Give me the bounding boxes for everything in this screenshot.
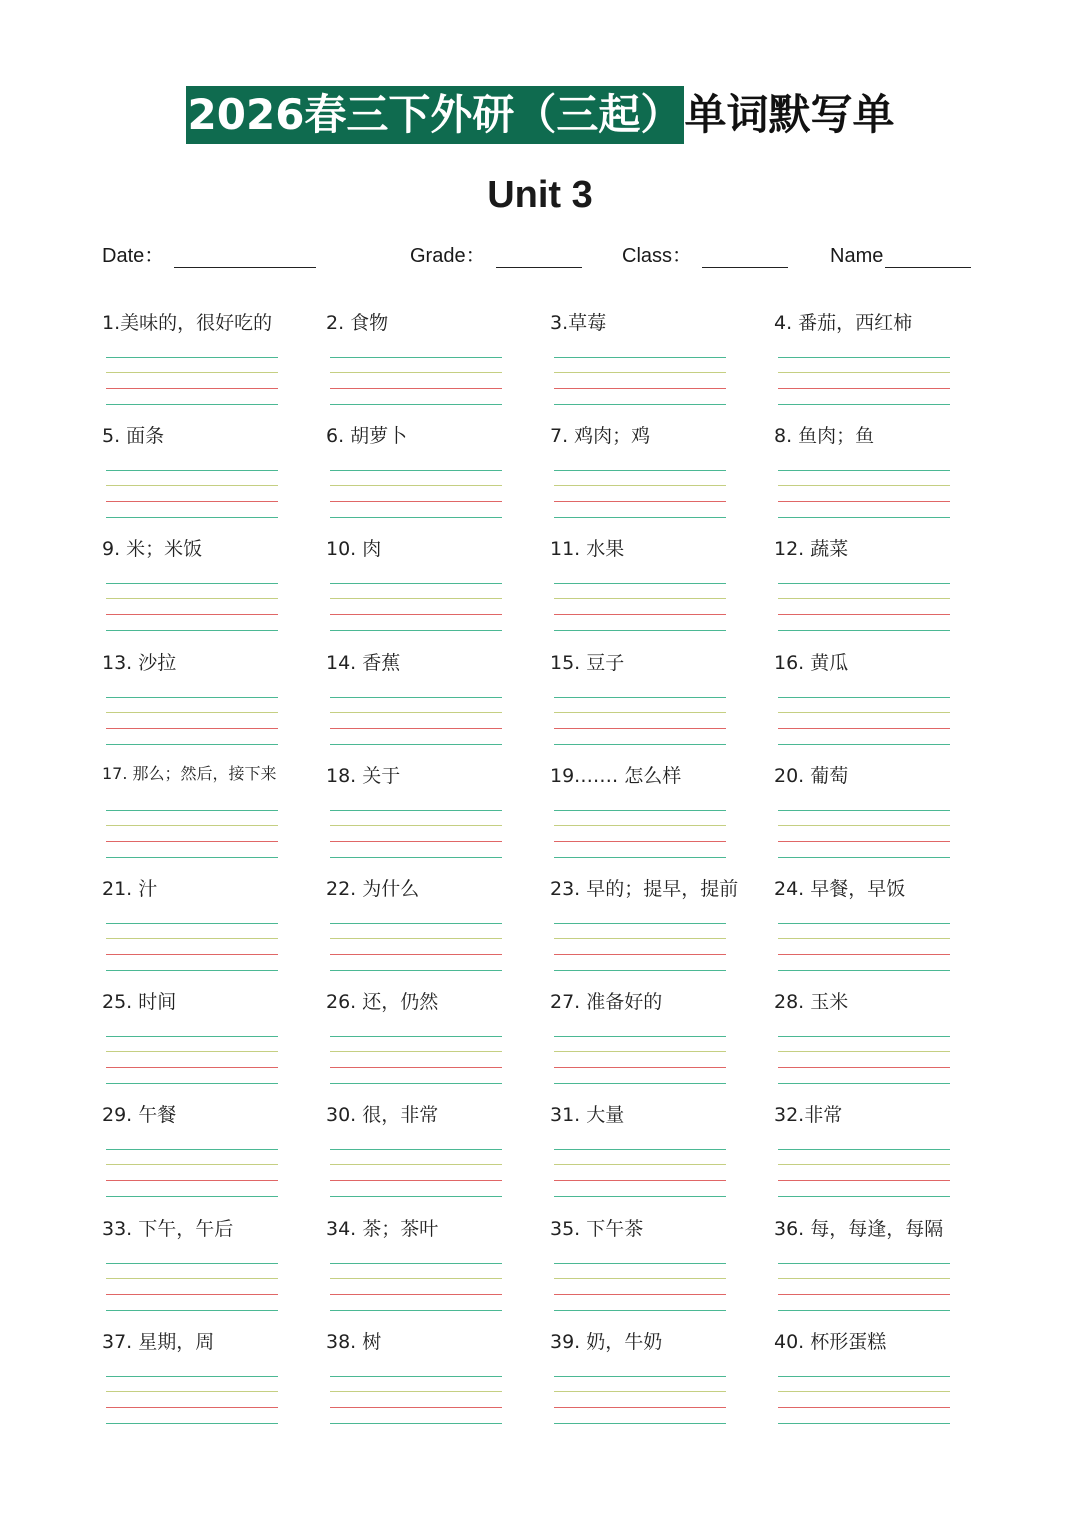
ruled-line (554, 1423, 726, 1424)
ruled-line (106, 357, 278, 358)
writing-lines[interactable] (330, 356, 502, 406)
word-item (100, 1319, 324, 1432)
ruled-line (330, 1036, 502, 1037)
ruled-line (106, 598, 278, 599)
writing-lines[interactable] (106, 469, 278, 519)
writing-lines[interactable] (778, 1035, 950, 1085)
ruled-line (106, 954, 278, 955)
word-item (548, 640, 772, 753)
word-item (324, 526, 548, 639)
word-item (772, 1206, 996, 1319)
name-label: Name (830, 245, 884, 267)
ruled-line (106, 841, 278, 842)
ruled-line (778, 938, 950, 939)
ruled-line (554, 1067, 726, 1068)
ruled-line (330, 728, 502, 729)
word-item (324, 753, 548, 866)
ruled-line (554, 938, 726, 939)
word-prompt: 33. 下午，午后 (102, 1217, 234, 1240)
word-item (324, 866, 548, 979)
class-label: Class： (622, 245, 693, 267)
writing-lines[interactable] (106, 922, 278, 972)
writing-lines[interactable] (330, 1148, 502, 1198)
ruled-line (330, 1391, 502, 1392)
writing-lines[interactable] (778, 1375, 950, 1425)
ruled-line (778, 1164, 950, 1165)
word-prompt: 29. 午餐 (102, 1104, 177, 1127)
word-item (772, 1092, 996, 1205)
ruled-line (554, 357, 726, 358)
writing-lines[interactable] (554, 1262, 726, 1312)
word-prompt: 13. 沙拉 (102, 651, 177, 674)
ruled-line (554, 1051, 726, 1052)
writing-lines[interactable] (330, 1035, 502, 1085)
word-item (772, 1319, 996, 1432)
ruled-line (330, 372, 502, 373)
title-rest: 单词默写单 (684, 90, 895, 139)
word-item (772, 640, 996, 753)
ruled-line (778, 841, 950, 842)
writing-lines[interactable] (330, 696, 502, 746)
ruled-line (330, 1263, 502, 1264)
writing-lines[interactable] (106, 582, 278, 632)
ruled-line (778, 810, 950, 811)
writing-lines[interactable] (106, 1148, 278, 1198)
ruled-line (778, 1310, 950, 1311)
writing-lines[interactable] (554, 582, 726, 632)
ruled-line (106, 1196, 278, 1197)
writing-lines[interactable] (330, 922, 502, 972)
word-prompt: 8. 鱼肉；鱼 (774, 425, 875, 448)
ruled-line (106, 372, 278, 373)
ruled-line (778, 1051, 950, 1052)
ruled-line (106, 810, 278, 811)
ruled-line (778, 1376, 950, 1377)
word-item (548, 526, 772, 639)
ruled-line (554, 1310, 726, 1311)
writing-lines[interactable] (778, 809, 950, 859)
ruled-line (106, 1391, 278, 1392)
ruled-line (778, 388, 950, 389)
writing-lines[interactable] (106, 809, 278, 859)
ruled-line (330, 404, 502, 405)
word-prompt: 21. 汁 (102, 878, 158, 900)
word-prompt: 12. 蔬菜 (774, 538, 849, 561)
word-item (548, 866, 772, 979)
date-label: Date： (102, 245, 165, 267)
word-item (100, 300, 324, 413)
word-prompt: 27. 准备好的 (550, 991, 663, 1014)
word-prompt: 10. 肉 (326, 538, 382, 561)
ruled-line (778, 501, 950, 502)
ruled-line (778, 1294, 950, 1295)
ruled-line (330, 501, 502, 502)
writing-lines[interactable] (330, 1375, 502, 1425)
ruled-line (778, 372, 950, 373)
ruled-line (106, 744, 278, 745)
ruled-line (554, 1391, 726, 1392)
date-blank[interactable] (174, 245, 316, 268)
ruled-line (106, 1376, 278, 1377)
word-item (772, 753, 996, 866)
ruled-line (330, 744, 502, 745)
ruled-line (330, 841, 502, 842)
ruled-line (106, 1036, 278, 1037)
ruled-line (106, 1278, 278, 1279)
writing-lines[interactable] (554, 356, 726, 406)
ruled-line (106, 517, 278, 518)
ruled-line (554, 1180, 726, 1181)
word-item (100, 640, 324, 753)
ruled-line (554, 728, 726, 729)
ruled-line (778, 1067, 950, 1068)
word-prompt: 25. 时间 (102, 991, 177, 1014)
ruled-line (106, 1164, 278, 1165)
word-prompt: 23. 早的；提早，提前 (550, 878, 739, 900)
ruled-line (778, 470, 950, 471)
ruled-line (106, 1051, 278, 1052)
ruled-line (106, 1263, 278, 1264)
ruled-line (778, 1278, 950, 1279)
ruled-line (330, 1423, 502, 1424)
word-item (324, 1206, 548, 1319)
ruled-line (554, 598, 726, 599)
word-prompt: 36. 每，每逢，每隔 (774, 1217, 944, 1240)
word-item (548, 1092, 772, 1205)
ruled-line (330, 517, 502, 518)
ruled-line (106, 712, 278, 713)
ruled-line (778, 744, 950, 745)
ruled-line (106, 485, 278, 486)
word-item (100, 1206, 324, 1319)
ruled-line (778, 697, 950, 698)
word-item (324, 1319, 548, 1432)
ruled-line (330, 1083, 502, 1084)
writing-lines[interactable] (778, 696, 950, 746)
word-item (772, 979, 996, 1092)
name-field (830, 240, 971, 268)
word-prompt: 19.…… 怎么样 (550, 764, 682, 787)
word-item (100, 413, 324, 526)
ruled-line (554, 501, 726, 502)
ruled-line (330, 857, 502, 858)
ruled-line (106, 583, 278, 584)
writing-lines[interactable] (778, 356, 950, 406)
word-prompt: 18. 关于 (326, 764, 401, 787)
ruled-line (106, 857, 278, 858)
page-title (0, 86, 1080, 144)
writing-lines[interactable] (106, 1262, 278, 1312)
word-prompt: 35. 下午茶 (550, 1217, 644, 1240)
ruled-line (330, 1196, 502, 1197)
ruled-line (554, 1376, 726, 1377)
ruled-line (778, 954, 950, 955)
grade-label: Grade： (410, 245, 486, 267)
word-item (548, 979, 772, 1092)
word-item (324, 300, 548, 413)
word-item (324, 979, 548, 1092)
word-prompt: 30. 很，非常 (326, 1104, 439, 1127)
ruled-line (778, 1149, 950, 1150)
ruled-line (106, 728, 278, 729)
ruled-line (778, 712, 950, 713)
ruled-line (106, 1407, 278, 1408)
word-item (548, 1319, 772, 1432)
word-prompt: 9. 米；米饭 (102, 538, 203, 561)
info-row (0, 240, 1080, 270)
ruled-line (330, 1051, 502, 1052)
word-prompt: 6. 胡萝卜 (326, 425, 408, 448)
unit-title: Unit 3 (487, 174, 593, 216)
word-item (548, 753, 772, 866)
ruled-line (330, 697, 502, 698)
ruled-line (330, 1407, 502, 1408)
ruled-line (106, 470, 278, 471)
word-item (548, 1206, 772, 1319)
ruled-line (330, 1278, 502, 1279)
ruled-line (778, 825, 950, 826)
ruled-line (106, 1067, 278, 1068)
writing-lines[interactable] (106, 1375, 278, 1425)
writing-lines[interactable] (106, 696, 278, 746)
ruled-line (106, 1310, 278, 1311)
ruled-line (106, 1083, 278, 1084)
ruled-line (554, 1407, 726, 1408)
ruled-line (106, 501, 278, 502)
ruled-line (330, 1180, 502, 1181)
ruled-line (554, 1278, 726, 1279)
ruled-line (554, 1263, 726, 1264)
word-prompt: 38. 树 (326, 1330, 382, 1353)
ruled-line (554, 1083, 726, 1084)
ruled-line (554, 517, 726, 518)
word-prompt: 15. 豆子 (550, 651, 625, 674)
class-field (622, 240, 788, 268)
word-item (772, 866, 996, 979)
word-item (100, 866, 324, 979)
writing-lines[interactable] (778, 1148, 950, 1198)
word-prompt: 14. 香蕉 (326, 651, 401, 674)
writing-lines[interactable] (778, 469, 950, 519)
ruled-line (554, 1294, 726, 1295)
word-prompt: 22. 为什么 (326, 878, 420, 900)
word-prompt: 37. 星期，周 (102, 1330, 215, 1353)
ruled-line (106, 938, 278, 939)
ruled-line (778, 517, 950, 518)
ruled-line (778, 630, 950, 631)
ruled-line (330, 357, 502, 358)
ruled-line (106, 404, 278, 405)
word-prompt: 34. 茶；茶叶 (326, 1217, 439, 1240)
grade-field (410, 240, 582, 268)
ruled-line (554, 614, 726, 615)
writing-lines[interactable] (554, 809, 726, 859)
ruled-line (778, 1391, 950, 1392)
ruled-line (106, 630, 278, 631)
ruled-line (554, 697, 726, 698)
ruled-line (554, 810, 726, 811)
ruled-line (554, 970, 726, 971)
ruled-line (554, 1196, 726, 1197)
ruled-line (330, 1164, 502, 1165)
word-item (548, 413, 772, 526)
ruled-line (330, 810, 502, 811)
writing-lines[interactable] (554, 1375, 726, 1425)
ruled-line (330, 938, 502, 939)
ruled-line (554, 1164, 726, 1165)
ruled-line (106, 923, 278, 924)
ruled-line (778, 1036, 950, 1037)
ruled-line (330, 1149, 502, 1150)
ruled-line (330, 954, 502, 955)
ruled-line (554, 744, 726, 745)
ruled-line (330, 1376, 502, 1377)
ruled-line (330, 630, 502, 631)
ruled-line (330, 712, 502, 713)
word-item (324, 640, 548, 753)
ruled-line (778, 1423, 950, 1424)
ruled-line (330, 1294, 502, 1295)
word-item (324, 1092, 548, 1205)
ruled-line (330, 825, 502, 826)
ruled-line (554, 923, 726, 924)
word-item (100, 526, 324, 639)
writing-lines[interactable] (330, 1262, 502, 1312)
ruled-line (554, 841, 726, 842)
ruled-line (330, 1067, 502, 1068)
ruled-line (778, 1180, 950, 1181)
ruled-line (554, 485, 726, 486)
ruled-line (554, 857, 726, 858)
word-prompt: 28. 玉米 (774, 991, 849, 1014)
ruled-line (330, 388, 502, 389)
word-prompt: 32.非常 (774, 1104, 843, 1127)
ruled-line (778, 598, 950, 599)
ruled-line (778, 357, 950, 358)
writing-lines[interactable] (106, 356, 278, 406)
grade-blank[interactable] (496, 245, 582, 268)
writing-lines[interactable] (330, 582, 502, 632)
word-prompt: 26. 还，仍然 (326, 991, 439, 1014)
name-blank[interactable] (885, 245, 971, 268)
word-item (772, 413, 996, 526)
writing-lines[interactable] (554, 469, 726, 519)
word-item (772, 526, 996, 639)
word-prompt: 39. 奶，牛奶 (550, 1330, 663, 1353)
word-item (548, 300, 772, 413)
word-prompt: 17. 那么；然后，接下来 (102, 763, 277, 783)
word-prompt: 40. 杯形蛋糕 (774, 1330, 887, 1353)
ruled-line (778, 1263, 950, 1264)
writing-lines[interactable] (554, 1035, 726, 1085)
ruled-line (778, 404, 950, 405)
ruled-line (554, 388, 726, 389)
writing-lines[interactable] (778, 582, 950, 632)
ruled-line (330, 598, 502, 599)
ruled-line (554, 404, 726, 405)
ruled-line (330, 485, 502, 486)
ruled-line (554, 583, 726, 584)
ruled-line (778, 728, 950, 729)
word-prompt: 1.美味的，很好吃的 (102, 312, 273, 334)
ruled-line (778, 970, 950, 971)
ruled-line (330, 1310, 502, 1311)
ruled-line (330, 583, 502, 584)
ruled-line (106, 697, 278, 698)
ruled-line (554, 954, 726, 955)
date-field (102, 240, 316, 268)
ruled-line (778, 923, 950, 924)
ruled-line (330, 614, 502, 615)
ruled-line (778, 1196, 950, 1197)
word-item (324, 413, 548, 526)
word-prompt: 24. 早餐，早饭 (774, 878, 906, 900)
word-prompt: 20. 葡萄 (774, 764, 849, 787)
writing-lines[interactable] (106, 1035, 278, 1085)
ruled-line (330, 970, 502, 971)
ruled-line (106, 1149, 278, 1150)
writing-lines[interactable] (554, 922, 726, 972)
writing-lines[interactable] (554, 696, 726, 746)
ruled-line (106, 970, 278, 971)
ruled-line (554, 372, 726, 373)
writing-lines[interactable] (330, 809, 502, 859)
ruled-line (554, 1036, 726, 1037)
word-item (772, 300, 996, 413)
word-item (100, 1092, 324, 1205)
word-prompt: 11. 水果 (550, 538, 625, 561)
ruled-line (778, 1083, 950, 1084)
word-prompt: 7. 鸡肉；鸡 (550, 425, 651, 448)
ruled-line (106, 1180, 278, 1181)
ruled-line (106, 1423, 278, 1424)
title-highlight: 2026春三下外研（三起） (186, 86, 685, 144)
ruled-line (554, 825, 726, 826)
word-prompt: 4. 番茄，西红柿 (774, 312, 913, 334)
ruled-line (330, 470, 502, 471)
ruled-line (778, 857, 950, 858)
ruled-line (554, 712, 726, 713)
ruled-line (106, 388, 278, 389)
word-prompt: 2. 食物 (326, 312, 389, 334)
ruled-line (554, 630, 726, 631)
ruled-line (554, 470, 726, 471)
word-prompt: 5. 面条 (102, 425, 165, 448)
class-blank[interactable] (702, 245, 788, 268)
writing-lines[interactable] (778, 1262, 950, 1312)
ruled-line (554, 1149, 726, 1150)
word-item (100, 979, 324, 1092)
word-prompt: 16. 黄瓜 (774, 651, 849, 674)
word-prompt: 31. 大量 (550, 1104, 625, 1127)
word-prompt: 3.草莓 (550, 312, 607, 334)
ruled-line (778, 485, 950, 486)
writing-lines[interactable] (330, 469, 502, 519)
word-item (100, 753, 324, 866)
writing-lines[interactable] (554, 1148, 726, 1198)
ruled-line (106, 825, 278, 826)
ruled-line (778, 1407, 950, 1408)
writing-lines[interactable] (778, 922, 950, 972)
ruled-line (106, 614, 278, 615)
ruled-line (778, 614, 950, 615)
ruled-line (106, 1294, 278, 1295)
ruled-line (330, 923, 502, 924)
ruled-line (778, 583, 950, 584)
